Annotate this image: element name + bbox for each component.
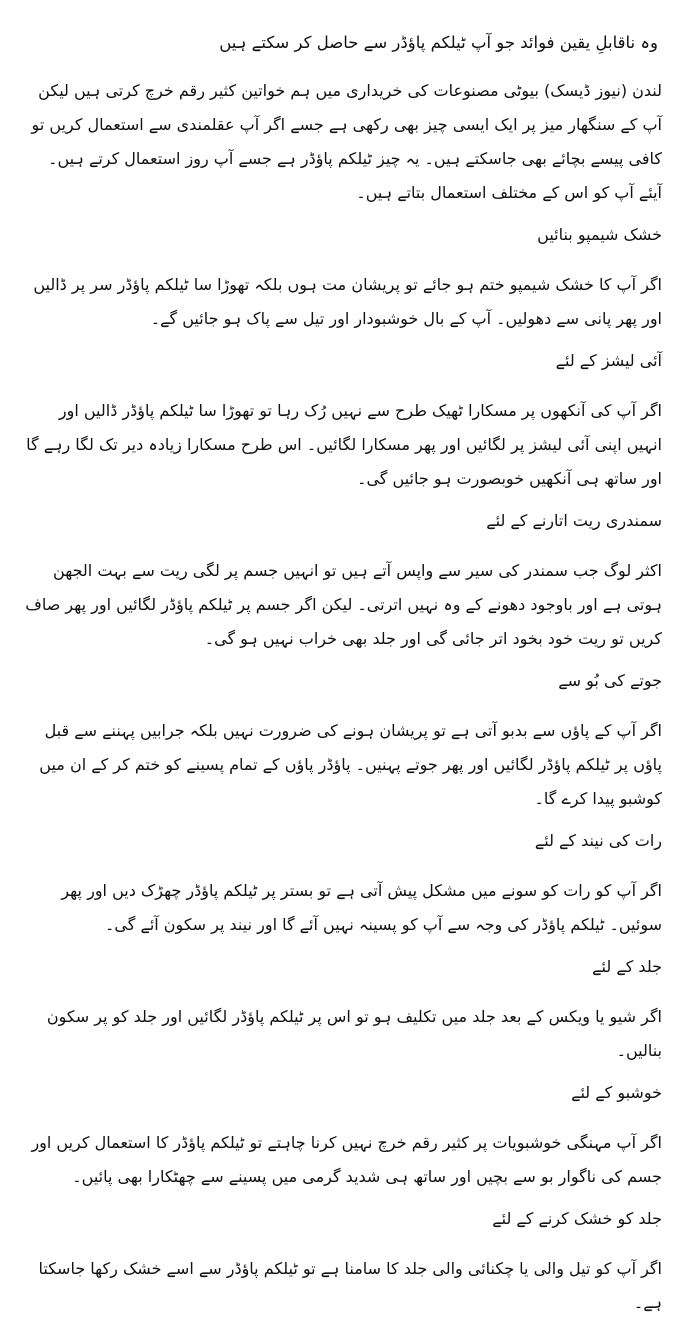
section-heading-shoe-odor: جوتے کی بُو سے bbox=[558, 671, 662, 690]
section-heading-skin: جلد کے لئے bbox=[592, 957, 662, 976]
section-text-shoe-odor: اگر آپ کے پاؤں سے بدبو آتی ہے تو پریشان ہونے کی ضرورت نہیں بلکہ جرابیں پہننے سے قبل پاؤں پر ٹیلکم پاؤڈر لگائیں اور پھر جوتے پہنیں۔ پاؤڈر پاؤں کے تمام پسینے کو ختم کر کے ان میں کوشبو پیدا کرے گا۔ bbox=[39, 721, 662, 808]
section-heading-eyelashes: آئی لیشز کے لئے bbox=[555, 351, 662, 370]
section-text-skin: اگر شیو یا ویکس کے بعد جلد میں تکلیف ہو تو اس پر ٹیلکم پاؤڈر لگائیں اور جلد کو پر سکون بنالیں۔ bbox=[46, 1007, 662, 1060]
intro-paragraph: لندن (نیوز ڈیسک) بیوٹی مصنوعات کی خریداری میں ہم خواتین کثیر رقم خرچ کرتی ہیں لیکن آپ کے سنگھار میز پر ایک ایسی چیز بھی رکھی ہے جسے اگر آپ عقلمندی سے استعمال کریں تو کافی پیسے بچائے بھی جاسکتے ہیں۔ یہ چیز ٹیلکم پاؤڈر ہے جسے آپ روز استعمال کرتے ہیں۔ آیئے آپ کو اس کے مختلف استعمال بتاتے ہیں۔ bbox=[31, 81, 662, 202]
section-heading-dry-shampoo: خشک شیمپو بنائیں bbox=[537, 225, 662, 244]
article-title: وہ ناقابلِ یقین فوائد جو آپ ٹیلکم پاؤڈر سے حاصل کر سکتے ہیں bbox=[219, 33, 658, 52]
section-heading-night-sleep: رات کی نیند کے لئے bbox=[534, 831, 662, 850]
section-text-fragrance: اگر آپ مہنگی خوشبویات پر کثیر رقم خرچ نہیں کرنا چاہتے تو ٹیلکم پاؤڈر کا استعمال کریں اور جسم کی ناگوار بو سے بچیں اور ساتھ ہی شدید گرمی میں پسینے سے چھٹکارا بھی پائیں۔ bbox=[31, 1133, 662, 1186]
section-heading-dry-skin: جلد کو خشک کرنے کے لئے bbox=[492, 1209, 662, 1228]
section-text-night-sleep: اگر آپ کو رات کو سونے میں مشکل پیش آتی ہے تو بستر پر ٹیلکم پاؤڈر چھڑک دیں اور پھر سوئیں۔ ٹیلکم پاؤڈر کی وجہ سے آپ کو پسینہ نہیں آئے گا اور نیند پر سکون آئے گی۔ bbox=[61, 881, 662, 934]
section-text-dry-skin: اگر آپ کو تیل والی یا چکنائی والی جلد کا سامنا ہے تو ٹیلکم پاؤڈر سے اسے خشک رکھا جاسکتا ہے۔ bbox=[38, 1259, 662, 1312]
section-heading-beach-sand: سمندری ریت اتارنے کے لئے bbox=[486, 511, 662, 530]
section-heading-fragrance: خوشبو کے لئے bbox=[571, 1083, 662, 1102]
section-text-eyelashes: اگر آپ کی آنکھوں پر مسکارا ٹھیک طرح سے نہیں رُک رہا تو تھوڑا سا ٹیلکم پاؤڈر ڈالیں اور انہیں اپنی آئی لیشز پر لگائیں اور پھر مسکارا لگائیں۔ اس طرح مسکارا زیادہ دیر تک لگا رہے گا اور ساتھ ہی آنکھیں خوبصورت ہو جائیں گی۔ bbox=[26, 401, 662, 488]
section-text-dry-shampoo: اگر آپ کا خشک شیمپو ختم ہو جائے تو پریشان مت ہوں بلکہ تھوڑا سا ٹیلکم پاؤڈر سر پر ڈالیں اور پھر پانی سے دھولیں۔ آپ کے بال خوشبودار اور تیل سے پاک ہو جائیں گے۔ bbox=[33, 275, 662, 328]
section-text-beach-sand: اکثر لوگ جب سمندر کی سیر سے واپس آتے ہیں تو انہیں جسم پر لگی ریت سے بہت الجھن ہوتی ہے اور باوجود دھونے کے وہ نہیں اترتی۔ لیکن اگر جسم پر ٹیلکم پاؤڈر لگائیں اور پھر صاف کریں تو ریت خود بخود اتر جائی گی اور جلد بھی خراب نہیں ہو گی۔ bbox=[25, 561, 662, 648]
